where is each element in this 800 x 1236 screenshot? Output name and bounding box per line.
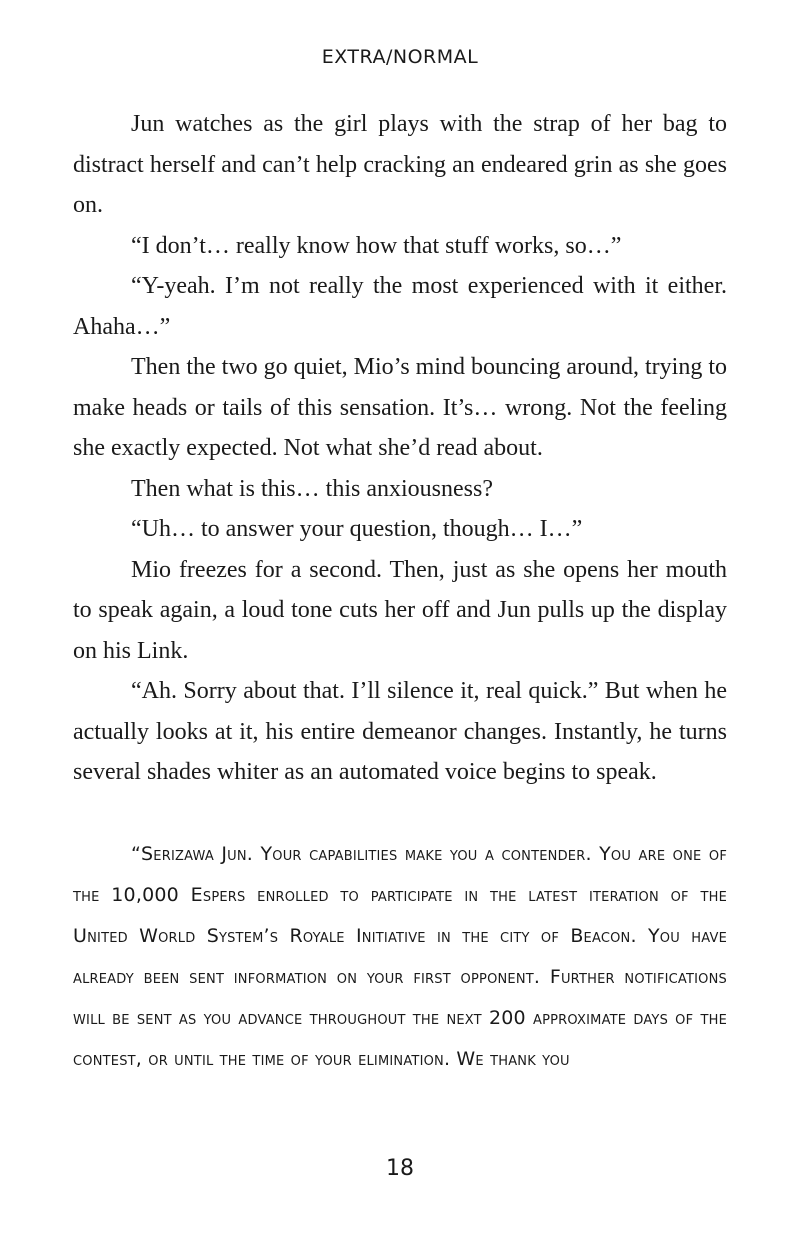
paragraph: “Y-yeah. I’m not really the most experienced with it either. Ahaha…” <box>73 273 727 340</box>
paragraph: “Uh… to answer your question, though… I…” <box>131 516 583 542</box>
paragraph: Then what is this… this anxiousness? <box>131 475 493 502</box>
automated-message <box>73 834 727 1080</box>
message-paragraph: “Serizawa Jun. Your capabilities make you a contender. You are one of the 10,000 Espers enrolled to participate in the latest iteration of the United World System’s Royale Initiative in the city of Beacon. You have already been sent information on your first opponent. Further notifications will be sent as you advance throughout the next 200 approximate days of the contest, or until the time of your elimination. We thank you <box>73 843 727 1070</box>
page-number: 18 <box>386 1156 414 1181</box>
paragraph: Then the two go quiet, Mio’s mind bouncing around, trying to make heads or tails of this sensation. It’s… wrong. Not the feeling she exactly expected. Not what she’d read about. <box>73 354 727 461</box>
body-text <box>73 104 727 793</box>
paragraph: Jun watches as the girl plays with the strap of her bag to distract herself and can’t help cracking an endeared grin as she goes on. <box>73 111 727 218</box>
running-head-title: EXTRA/NORMAL <box>321 46 479 68</box>
paragraph: “Ah. Sorry about that. I’ll silence it, real quick.” But when he actually looks at it, his entire demeanor changes. Instantly, he turns several shades whiter as an automated voice begins to speak. <box>73 678 727 785</box>
paragraph: “I don’t… really know how that stuff works, so…” <box>131 232 622 259</box>
paragraph: Mio freezes for a second. Then, just as she opens her mouth to speak again, a loud tone cuts her off and Jun pulls up the display on his Link. <box>73 556 727 664</box>
